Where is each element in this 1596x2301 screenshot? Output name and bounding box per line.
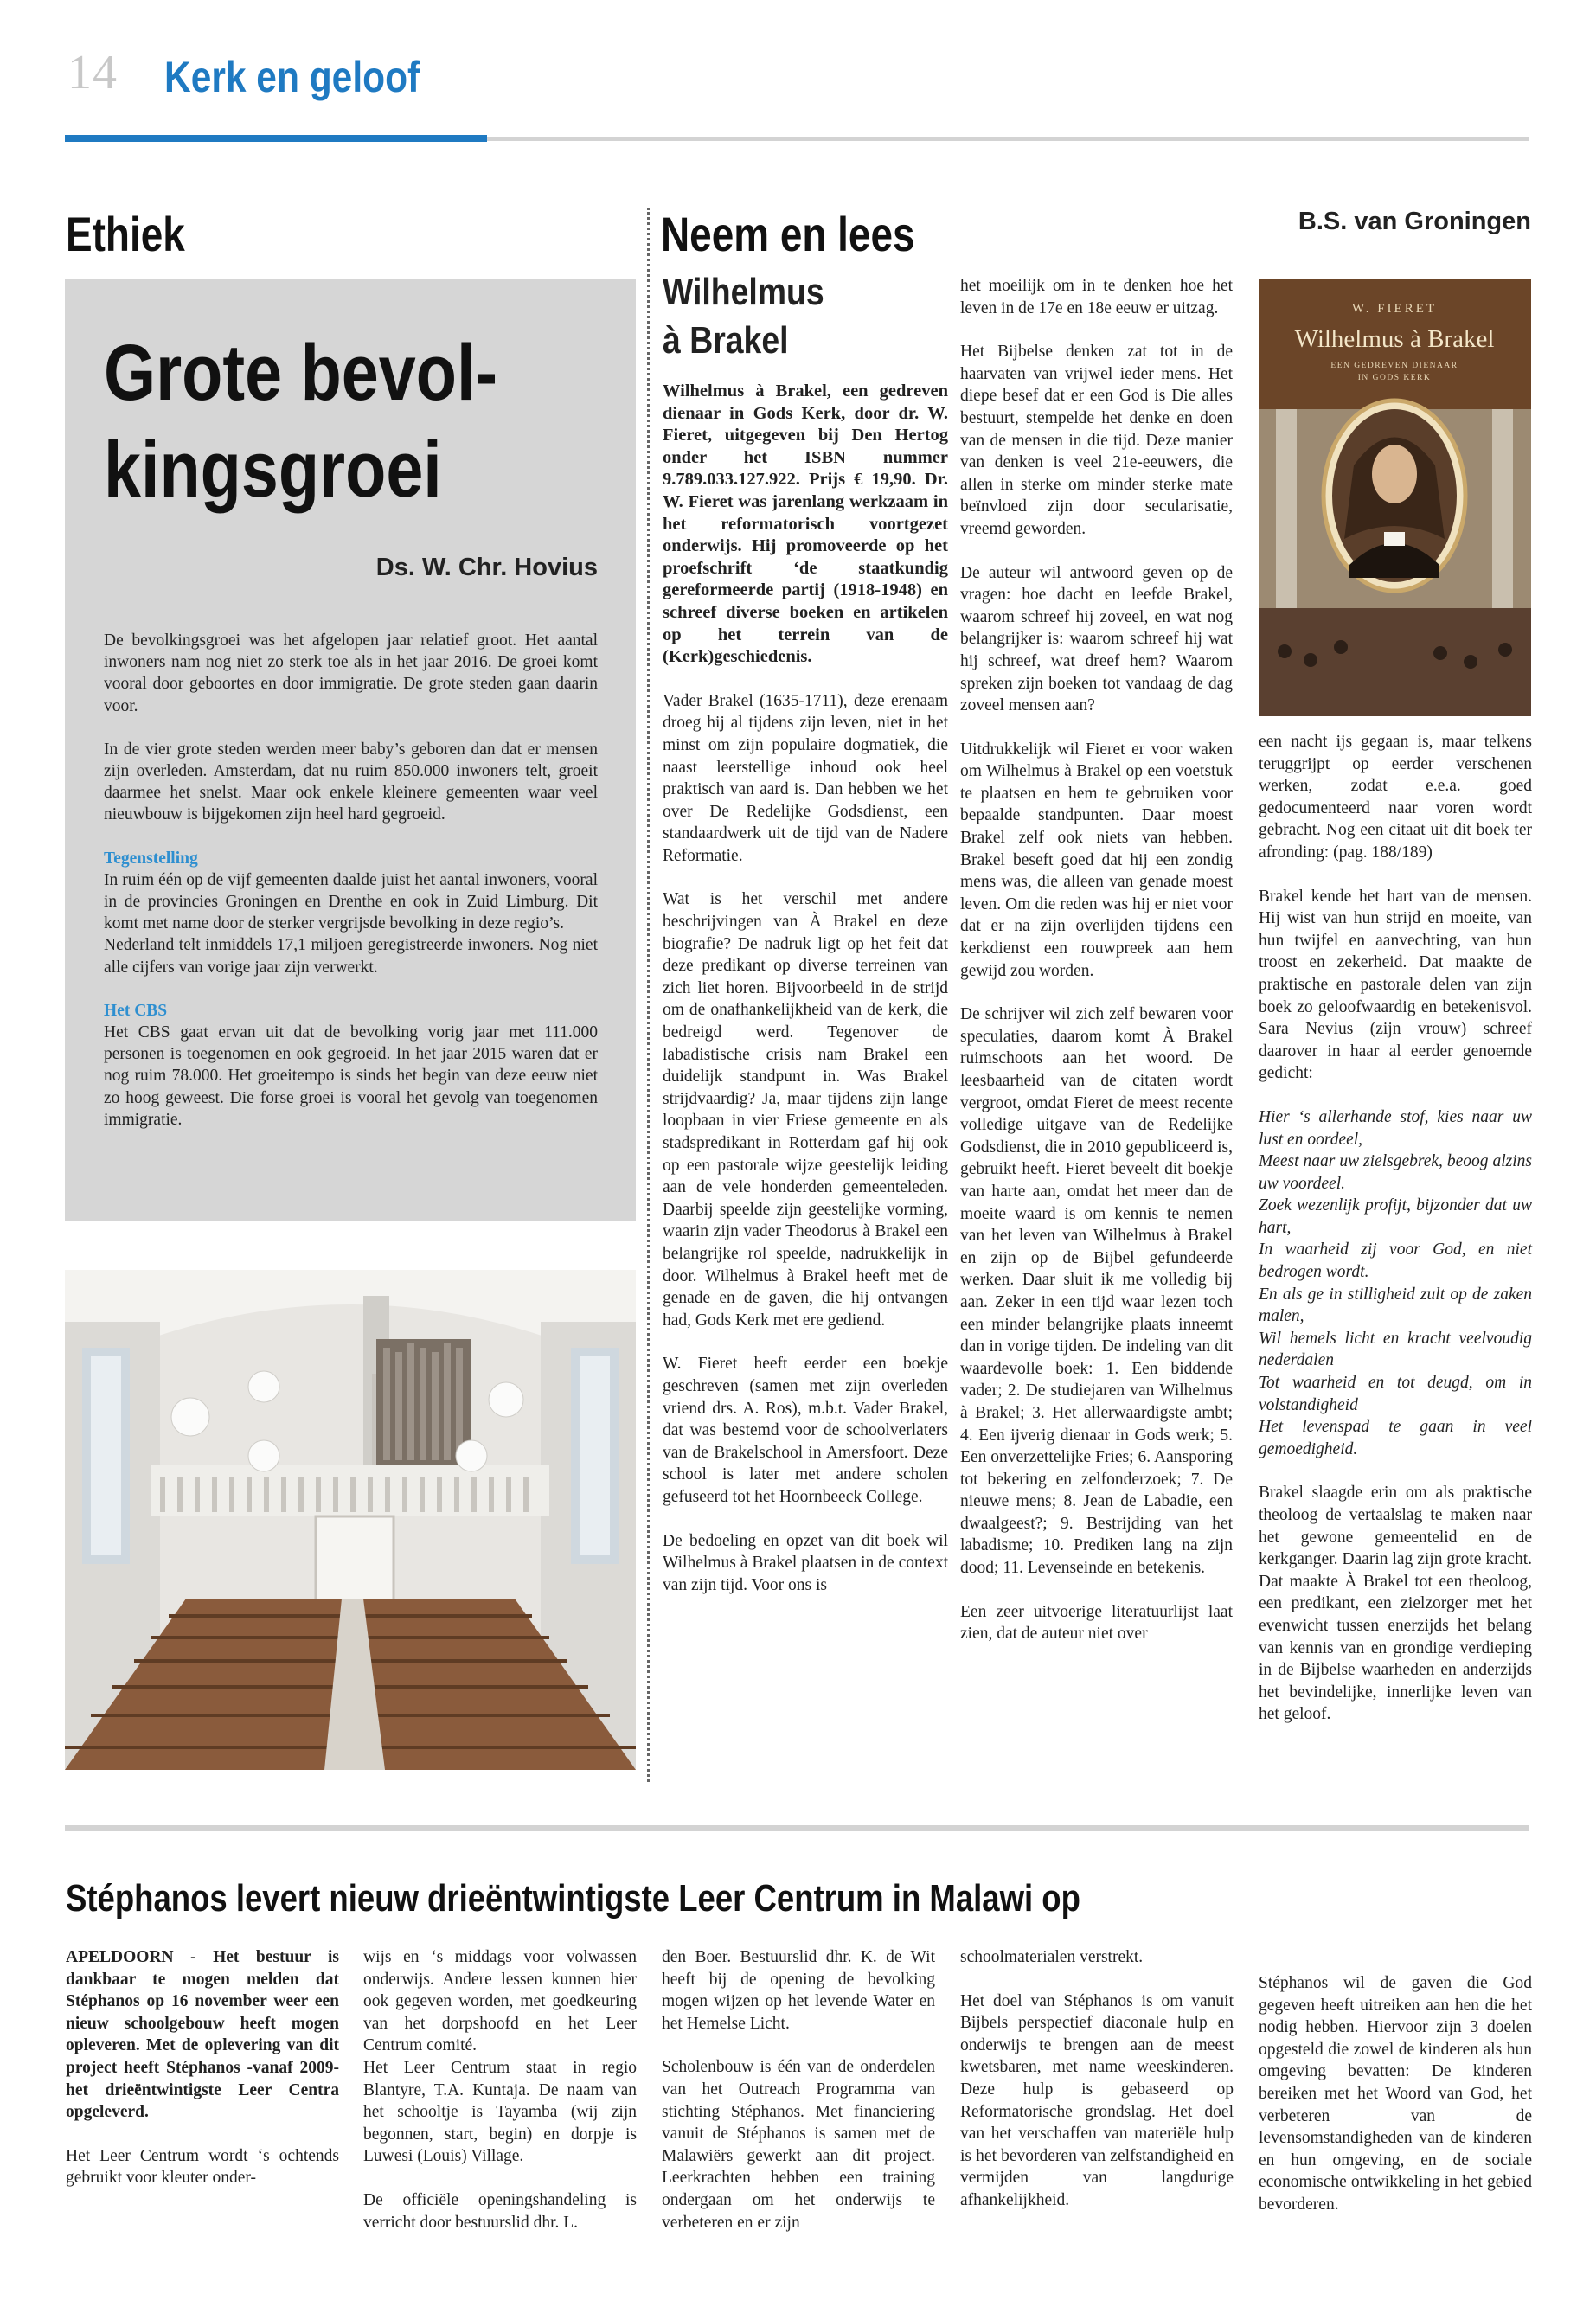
cover-subtitle: IN GODS KERK	[1357, 374, 1432, 382]
review-lead: Wilhelmus à Brakel, een gedreven dienaar in Gods Kerk, door dr. W. Fieret, uitgegeven bij Den Hertog onder het ISBN nummer 9.789.033.127.922. Prijs € 19,90. Dr. W. Fieret was jarenlang werkzaam in het reformatorisch voortgezet onderwijs. Hij promoveerde op het proefschrift ‘de staatkundig gereformeerde partij (1918-1948) en schreef diverse boeken en artikelen op het terrein van de (Kerk)geschiedenis.	[663, 381, 948, 667]
cover-title: Wilhelmus à Brakel	[1294, 325, 1495, 353]
paragraph: In ruim één op de vijf gemeenten daalde juist het aantal inwoners, vooral in de provincies Groningen en Drenthe en ook in Zuid Limburg. Dit komt met name door de sterker vergrijsde bevolking in deze regio’s.	[104, 870, 598, 933]
paragraph: Nederland telt inmiddels 17,1 miljoen geregistreerde inwoners. Nog niet alle cijfers van vorige jaar zijn verwerkt.	[104, 936, 598, 977]
paragraph: Het CBS gaat ervan uit dat de bevolking vorig jaar met 111.000 personen is toegenomen en ook gegroeid. In het jaar 2015 waren dat er nog ruim 78.000. Het groeitempo is sinds het begin van deze eeuw niet zo hoog geweest. Die forse groei is vooral het gevolg van toegenomen immigratie.	[104, 1023, 598, 1129]
stephanos-column-1	[66, 1946, 339, 2211]
subheading: Tegenstelling	[104, 849, 198, 868]
book-title-line: à Brakel	[663, 319, 789, 362]
cover-subtitle: EEN GEDREVEN DIENAAR	[1330, 362, 1458, 370]
poem	[1259, 1106, 1532, 1461]
review-author: B.S. van Groningen	[1298, 208, 1531, 235]
header-rule-accent	[65, 135, 487, 142]
paragraph: Het Bijbelse denken zat tot in de haarvaten van vrijwel ieder mens. Het diepe besef dat er een God is Die alles bestuurt, stempelde het denke en doen van de mensen in die tijd. Deze manier van denken is veel 21e-eeuwers, die allen in sterke om minder sterke mate beïnvloed zijn door secularisatie, vreemd geworden.	[960, 343, 1233, 538]
cover-author: W. FIERET	[1351, 302, 1438, 316]
paragraph: schoolmaterialen verstrekt.	[960, 1948, 1144, 1966]
paragraph: De bevolkingsgroei was het afgelopen jaar relatief groot. Het aantal inwoners nam nog niet zo sterk toe als in het jaar 2016. De groei komt vooral door geboortes en door immigratie. De grote steden gaan daarin voor.	[104, 631, 598, 715]
paragraph: Brakel slaagde erin om als praktische theoloog de vertaalslag te maken naar het gewone gemeentelid en de kerkganger. Daarin lag zijn grote kracht. Dat maakte À Brakel tot een theoloog, een predikant, een zielzorger met het evenwicht tussen enerzijds het belang van kennis van en grondige verdieping in de Bijbelse waarheden en anderzijds het bevindelijke, innerlijke leven van het geloof.	[1259, 1484, 1532, 1724]
header-rule	[487, 137, 1529, 141]
paragraph: een nacht ijs gegaan is, maar telkens teruggrijpt op eerder verschenen werken, zodat e.e.a. goed gedocumenteerd naar voren wordt gebracht. Nog een citaat uit dit boek ter afronding: (pag. 188/189)	[1259, 733, 1532, 862]
poem-line: Zoek wezenlijk profijt, bijzonder dat uw hart,	[1259, 1196, 1532, 1237]
ethiek-article-title: Grote bevol- kingsgroei	[104, 329, 498, 514]
ethiek-section-title: Ethiek	[66, 207, 185, 261]
paragraph: den Boer. Bestuurslid dhr. K. de Wit heeft bij de opening de bevolking mogen wijzen op het levende Water en het Hemelse Licht.	[662, 1948, 935, 2033]
poem-line: Meest naar uw zielsgebrek, beoog alzins uw voordeel.	[1259, 1152, 1532, 1193]
paragraph: Een zeer uitvoerige literatuurlijst laat zien, dat de auteur niet over	[960, 1602, 1233, 1644]
page-number: 14	[67, 46, 118, 99]
poem-line: Hier ‘s allerhande stof, kies naar uw lust en oordeel,	[1259, 1107, 1532, 1149]
poem-line: Het levenspad te gaan in veel gemoedigheid.	[1259, 1418, 1532, 1458]
stephanos-title: Stéphanos levert nieuw drieëntwintigste Leer Centrum in Malawi op	[66, 1877, 1080, 1920]
poem-line: En als ge in stilligheid zult op de zaken malen,	[1259, 1285, 1532, 1326]
ethiek-author: Ds. W. Chr. Hovius	[375, 554, 598, 581]
paragraph: De schrijver wil zich zelf bewaren voor speculaties, daarom komt À Brakel ruimschoots aan het woord. De leesbaarheid van de citaten wordt vergroot, omdat Fieret de meest recente volledige uitgave van de Redelijke Godsdienst, die in 2010 gepubliceerd is, gebruikt heeft. Fieret beveelt dit boekje van harte aan, omdat het meer dan de moeite waard is om kennis te nemen van het leven van Wilhelmus à Brakel en zijn op de Bijbel gefundeerde werken. Daar sluit ik me volledig bij aan. Zeker in een tijd waar lezen toch een minder belangrijke plaats inneemt dan in vorige tijden. De indeling van dit waardevolle boek: 1. Een biddende vader; 2. De studiejaren van Wilhelmus à Brakel; 3. Het allerwaardigste ambt; 4. Een ijverig dienaar in Gods werk; 5. Een onverzettelijke Fries; 6. Aansporing tot bekering en zelfonderzoek; 7. De nieuwe mens; 8. Jean de Labadie, een dwaalgeest?; 9. Bestrijding van het labadisme; 10. Prediken lang na zijn dood; 11. Levenseinde en betekenis.	[960, 1005, 1233, 1578]
paragraph: Het doel van Stéphanos is om vanuit Bijbels perspectief diaconale hulp en onderwijs te brengen aan de meest kwetsbaren, met name weeskinderen. Deze hulp is gebaseerd op Reformatorische grondslag. Het doel van het verschaffen van materiële hulp is het bevorderen van zelfstandigheid en vermijden van langdurige afhankelijkheid.	[960, 1991, 1234, 2209]
paragraph: Scholenbouw is één van de onderdelen van het Outreach Programma van stichting Stéphanos. Met financiering vanuit de Stéphanos is samen met de Malawiërs gewerkt aan dit project. Leerkrachten hebben een training ondergaan om het onderwijs te verbeteren en er zijn	[662, 2058, 935, 2232]
poem-line: Wil hemels licht en kracht veelvoudig nederdalen	[1259, 1329, 1532, 1370]
review-column-2	[960, 275, 1233, 1667]
stephanos-lead: APELDOORN - Het bestuur is dankbaar te mogen melden dat Stéphanos op 16 november weer een nieuw schoolgebouw heeft mogen opleveren. Met de oplevering van dit project heeft Stéphanos -vanaf 2009- het drieëntwintigste Leer Centra opgeleverd.	[66, 1948, 339, 2122]
paragraph: W. Fieret heeft eerder een boekje geschreven (samen met zijn overleden vriend drs. A. Ros), m.b.t. Vader Brakel, dat was bestemd voor de schoolverlaters van de Brakelschool in Amersfoort. Deze school is later met andere scholen gefuseerd tot het Hoornbeeck College.	[663, 1355, 948, 1506]
paragraph: De officiële openingshandeling is verricht door bestuurslid dhr. L.	[363, 2190, 637, 2232]
paragraph: Vader Brakel (1635-1711), deze erenaam droeg hij al tijdens zijn leven, niet in het minst om zijn populaire dogmatiek, die naast leerstellige inhoud ook heel praktisch van aard is. Dan hebben we het over De Redelijke Godsdienst, een standaardwerk uit de tijd van de Nadere Reformatie.	[663, 691, 948, 865]
book-title-line: Wilhelmus	[663, 271, 824, 313]
ethiek-body	[104, 630, 598, 1152]
paragraph: Het Leer Centrum staat in regio Blantyre, T.A. Kuntaja. De naam van het schooltje is Tayamba (wij zijn begonnen, start, begin) en dorpje is Luwesi (Louis) Village.	[363, 2058, 637, 2166]
paragraph: De bedoeling en opzet van dit boek wil Wilhelmus à Brakel plaatsen in de context van zijn tijd. Voor ons is	[663, 1531, 948, 1594]
poem-line: Tot waarheid en tot deugd, om in volstandigheid	[1259, 1374, 1532, 1414]
section-title: Kerk en geloof	[164, 53, 420, 101]
paragraph: Uitdrukkelijk wil Fieret er voor waken om Wilhelmus à Brakel op een voetstuk te plaatsen en hem te gebruiken voor bepaalde standpunten. Daar moest Brakel zelf ook niets van hebben. Brakel beseft goed dat hij een zondig mens was, die alleen van genade moest leven. Om die reden was hij er niet voor dat er na zijn overlijden tijdens een kerkdienst een rouwpreek aan hem gewijd zou worden.	[960, 740, 1233, 980]
paragraph: Het Leer Centrum wordt ‘s ochtends gebruikt voor kleuter onder-	[66, 2146, 339, 2188]
church-interior-photo	[65, 1270, 636, 1770]
subheading: Het CBS	[104, 1001, 168, 1020]
paragraph: Wat is het verschil met andere beschrijvingen van À Brakel en deze biografie? De nadruk ligt op het feit dat deze predikant op diverse terreinen van zich liet horen. Bijvoorbeeld in de strijd om de onafhankelijkheid van de kerk, die bedreigd werd. Tegenover de labadistische crisis nam Brakel een duidelijk standpunt in. Was Brakel strijdvaardig? Ja, maar tijdens zijn lange loopbaan in vier Friese gemeente en als stadspredikant in Rotterdam gaf hij ook op een pastorale wijze geestelijk leiding aan de vele honderden gemeenteleden. Daarbij speelde zijn geestelijke vorming, waarin zijn vader Theodorus à Brakel een belangrijke rol speelde, nadrukkelijk in door. Wilhelmus à Brakel heeft met de genade en de gaven, die hij ontvangen had, Gods Kerk met ere gediend.	[663, 890, 948, 1330]
paragraph: Brakel kende het hart van de mensen. Hij wist van hun strijd en moeite, van hun twijfel en aanvechting, van hun troost en zekerheid. Dat maakte de praktische en pastorale delen van zijn boek zo geloofwaardig en betekenisvol. Sara Nevius (zijn vrouw) schreef daarover in haar al eerder genoemde gedicht:	[1259, 887, 1532, 1083]
stephanos-column-4	[960, 1946, 1234, 2234]
paragraph: Stéphanos wil de gaven die God gegeven heeft uitreiken aan hen die het nodig hebben. Hiervoor zijn 3 doelen opgesteld die zowel de kinderen als hun omgeving bevatten: De kinderen bereiken met het Woord van God, het verbeteren van de levensomstandigheden van de kinderen en hun omgeving, en de sociale economische ontwikkeling in het gebied bevorderen.	[1259, 1974, 1532, 2214]
book-title	[663, 268, 824, 365]
paragraph: het moeilijk om in te denken hoe het leven in de 17e en 18e eeuw er uitzag.	[960, 277, 1233, 317]
review-section-title: Neem en lees	[661, 207, 915, 261]
paragraph: De auteur wil antwoord geven op de vragen: hoe dacht en leefde Brakel, waarom schreef hij zoveel, en wat nog belangrijker is: waarom schreef hij wat hij schreef, wat dreef hem? Waarom spreken zijn boeken tot vandaag de dag zoveel mensen aan?	[960, 563, 1233, 715]
stephanos-column-3	[662, 1946, 935, 2255]
stephanos-column-5	[1259, 1972, 1532, 2238]
paragraph: wijs en ‘s middags voor volwassen onderwijs. Andere lessen kunnen hier ook gegeven worden, met goedkeuring van het dorpshoofd en het Leer Centrum comité.	[363, 1948, 637, 2055]
review-column-3	[1259, 731, 1532, 1747]
review-column-1	[663, 381, 948, 1618]
book-cover	[1259, 279, 1531, 716]
paragraph: In de vier grote steden werden meer baby’s geboren dan dat er mensen zijn overleden. Amsterdam, dat nu ruim 850.000 inwoners telt, groeit daarmee het snelst. Maar ook enkele kleinere gemeenten waar veel nieuwbouw is bijgekomen zijn heel hard gegroeid.	[104, 740, 598, 824]
poem-line: In waarheid zij voor God, en niet bedrogen wordt.	[1259, 1240, 1532, 1282]
stephanos-column-2	[363, 1946, 637, 2255]
column-divider	[647, 208, 650, 1782]
section-rule	[65, 1825, 1529, 1831]
